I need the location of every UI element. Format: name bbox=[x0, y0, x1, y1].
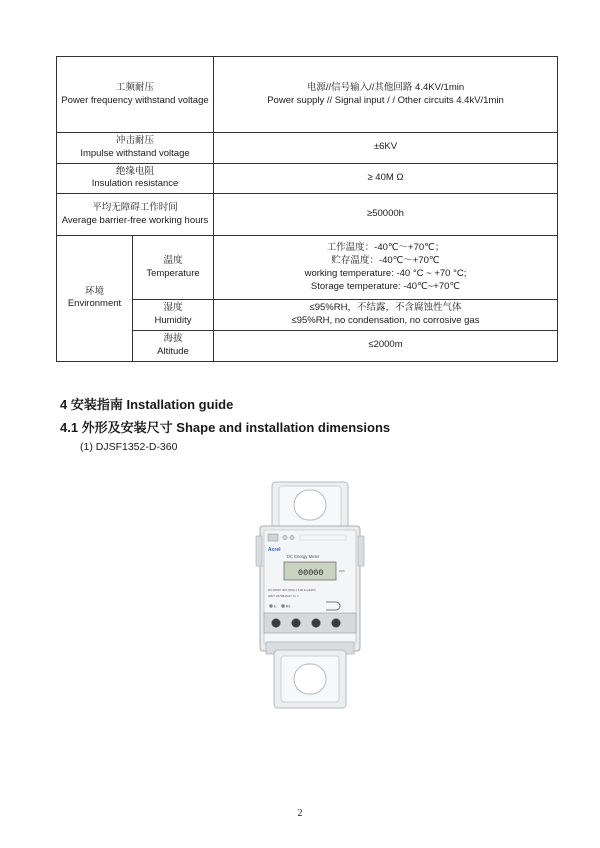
param-zh: 绝缘电阻 bbox=[115, 165, 154, 177]
param-cell bbox=[133, 236, 214, 300]
value-line: ±6KV bbox=[373, 141, 398, 153]
env-en: Environment bbox=[67, 298, 122, 310]
table-row bbox=[57, 300, 558, 331]
spec-line-text: GB/T 33708-2017 Cl. 1 bbox=[268, 594, 299, 598]
value-cell bbox=[214, 330, 558, 361]
table-row bbox=[57, 57, 558, 133]
subsection-heading-dimensions: 4.1 外形及安装尺寸 Shape and installation dimensions bbox=[60, 420, 391, 435]
value-cell bbox=[214, 236, 558, 300]
param-zh: 温度 bbox=[163, 254, 183, 266]
param-cell bbox=[57, 194, 214, 236]
meter-name-text: DC Energy Meter bbox=[287, 554, 320, 559]
env-zh: 环境 bbox=[84, 285, 104, 297]
table-row bbox=[57, 236, 558, 300]
table-row bbox=[57, 330, 558, 361]
page-number: 2 bbox=[297, 808, 303, 819]
param-zh: 工频耐压 bbox=[115, 81, 154, 93]
value-line: ≤2000m bbox=[368, 339, 403, 351]
model-label: (1) DJSF1352-D-360 bbox=[80, 441, 178, 453]
brand-text: Acrel bbox=[268, 547, 281, 553]
section-heading-installation: 4 安装指南 Installation guide bbox=[60, 397, 234, 412]
value-line: working temperature: -40 °C ~ +70 °C; bbox=[304, 267, 467, 279]
spec-line-text: DC1000V 300 (360) A 100 imp/kWh bbox=[268, 588, 316, 592]
lcd-display-text: 00000 bbox=[298, 568, 324, 578]
param-cell bbox=[57, 163, 214, 194]
value-line: Storage temperature: -40℃~+70℃ bbox=[310, 280, 461, 292]
value-cell bbox=[214, 57, 558, 133]
value-cell bbox=[214, 163, 558, 194]
led-label-text: RS bbox=[286, 604, 291, 609]
value-line: ≥ 40M Ω bbox=[367, 172, 404, 184]
energy-meter-image bbox=[250, 476, 370, 714]
specification-table bbox=[56, 56, 558, 362]
value-cell bbox=[214, 194, 558, 236]
led-indicator-icon bbox=[281, 604, 285, 608]
param-cell bbox=[57, 57, 214, 133]
value-line: 贮存温度：-40℃～+70℃ bbox=[331, 254, 440, 266]
value-line: ≥50000h bbox=[367, 208, 404, 220]
table-row bbox=[57, 133, 558, 164]
value-line: Power supply // Signal input / / Other circuits 4.4kV/1min bbox=[267, 94, 504, 106]
param-en: Insulation resistance bbox=[91, 178, 179, 190]
led-indicator-icon bbox=[269, 604, 273, 608]
param-zh: 平均无障碍工作时间 bbox=[92, 201, 178, 213]
param-cell bbox=[133, 300, 214, 331]
param-cell bbox=[133, 330, 214, 361]
led-label-text: E bbox=[274, 604, 277, 609]
value-line: 电源//信号输入//其他回路 4.4KV/1min bbox=[306, 81, 465, 93]
param-zh: 冲击耐压 bbox=[115, 135, 154, 146]
value-line: ≤95%RH，不结露，不含腐蚀性气体 bbox=[309, 302, 462, 314]
value-line: ≤95%RH, no condensation, no corrosive gas bbox=[291, 315, 480, 327]
param-en: Altitude bbox=[157, 345, 189, 357]
table-row bbox=[57, 163, 558, 194]
param-zh: 湿度 bbox=[163, 302, 183, 314]
table-row bbox=[57, 194, 558, 236]
param-en: Average barrier-free working hours bbox=[61, 214, 209, 226]
param-en: Humidity bbox=[154, 315, 192, 327]
param-en: Temperature bbox=[146, 267, 200, 279]
param-zh: 海拔 bbox=[163, 332, 183, 344]
value-cell bbox=[214, 133, 558, 164]
param-cell bbox=[57, 133, 214, 164]
value-cell bbox=[214, 300, 558, 331]
value-line: 工作温度：-40℃～+70℃； bbox=[326, 242, 445, 254]
param-en: Power frequency withstand voltage bbox=[61, 94, 209, 106]
param-en: Impulse withstand voltage bbox=[80, 147, 190, 159]
environment-cell bbox=[57, 236, 133, 361]
lcd-unit-text: kWh bbox=[339, 569, 345, 573]
